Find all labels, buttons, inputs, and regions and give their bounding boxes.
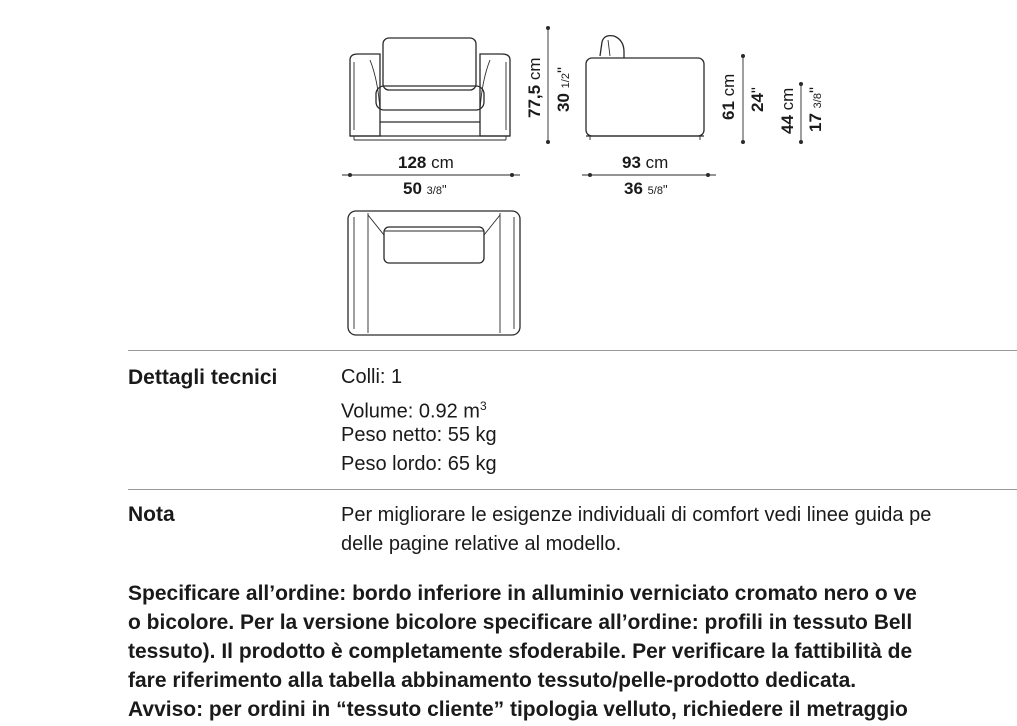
front-width-dimension-line bbox=[340, 170, 524, 180]
front-height-cm-label: 77,5 cm bbox=[525, 57, 544, 118]
front-height-inch-label: 30 1/2" bbox=[554, 67, 573, 112]
arm-height-inch-label: 24" bbox=[748, 87, 767, 112]
arm-height-cm-label: 61 cm bbox=[719, 73, 738, 120]
armchair-top-view-drawing bbox=[340, 205, 530, 340]
depth-inch-label: 36 5/8" bbox=[624, 179, 668, 198]
section-divider-top bbox=[128, 350, 1017, 351]
depth-cm-label: 93 cm bbox=[622, 153, 669, 172]
armchair-side-view-drawing bbox=[580, 30, 720, 145]
order-note-line-5: Avviso: per ordini in “tessuto cliente” tipologia velluto, richiedere il metraggio bbox=[128, 698, 908, 721]
order-note-line-4: fare riferimento alla tabella abbinamento tessuto/pelle-prodotto dedicata. bbox=[128, 669, 857, 692]
order-note-line-1: Specificare all’ordine: bordo inferiore in alluminio verniciato cromato nero o ve bbox=[128, 582, 917, 605]
technical-row-gross-weight: Peso lordo: 65 kg bbox=[341, 453, 497, 475]
section-divider-middle bbox=[128, 489, 1017, 490]
seat-height-inch-label: 17 3/8" bbox=[806, 87, 825, 132]
nota-label: Nota bbox=[128, 503, 175, 526]
technical-row-packages: Colli: 1 bbox=[341, 366, 403, 388]
nota-line-1: Per migliorare le esigenze individuali di comfort vedi linee guida pe bbox=[341, 504, 932, 526]
armchair-front-view-drawing bbox=[340, 30, 540, 150]
order-notes-paragraph bbox=[128, 579, 917, 724]
order-note-line-3: tessuto). Il prodotto è completamente sfoderabile. Per verificare la fattibilità de bbox=[128, 640, 913, 663]
volume-exponent: 3 bbox=[479, 399, 487, 413]
technical-row-volume: Volume: 0.92 $m^3$ bbox=[341, 399, 487, 423]
technical-row-net-weight: Peso netto: 55 kg bbox=[341, 424, 497, 446]
order-note-line-2: o bicolore. Per la versione bicolore specificare all’ordine: profili in tessuto Bell bbox=[128, 611, 913, 634]
seat-height-cm-label: 44 cm bbox=[778, 87, 797, 134]
technical-details-label: Dettagli tecnici bbox=[128, 366, 278, 389]
nota-line-2: delle pagine relative al modello. bbox=[341, 533, 622, 555]
front-width-cm-label: 128 cm bbox=[398, 153, 454, 172]
front-width-inch-label: 50 3/8" bbox=[403, 179, 447, 198]
depth-dimension-line bbox=[580, 170, 720, 180]
